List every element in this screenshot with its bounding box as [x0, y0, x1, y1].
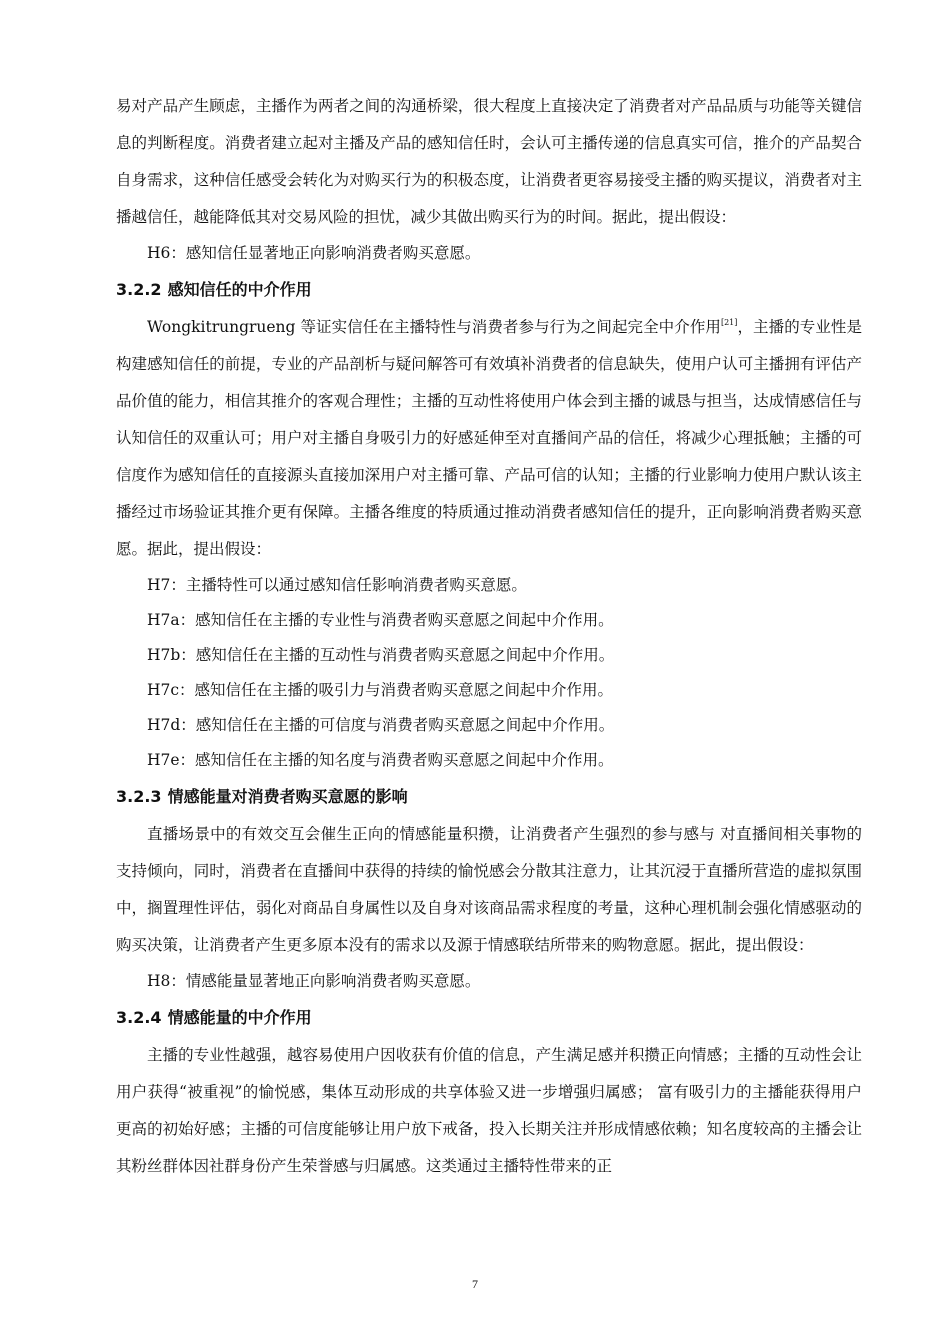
section-title: 情感能量的中介作用 — [167, 1008, 312, 1027]
section-heading-3-2-4 — [116, 999, 862, 1037]
hypothesis-h7: H7：主播特性可以通过感知信任影响消费者购买意愿。 — [147, 576, 527, 594]
paragraph-text: ，主播的专业性是构建感知信任的前提，专业的产品剖析与疑问解答可有效填补消费者的信息缺失，使用户认可主播拥有评估产品价值的能力，相信其推介的客观合理性；主播的互动性将使用户体会到主播的诚恳与担当，达成情感信任与认知信任的双重认可；用户对主播自身吸引力的好感延伸至对直播间产品的信任，将减少心理抵触；主播的可信度作为感知信任的直接源头直接加深用户对主播可靠、产品可信的认知；主播的行业影响力使用户默认该主播经过市场验证其推介更有保障。主播各维度的特质通过推动消费者感知信任的提升，正向影响消费者购买意愿。据此，提出假设： — [116, 318, 862, 558]
section-number: 3.2.2 — [116, 280, 162, 299]
paragraph-emotional-mediation: 主播的专业性越强，越容易使用户因收获有价值的信息，产生满足感并积攒正向情感；主播的互动性会让用户获得“被重视”的愉悦感，集体互动形成的共享体验又进一步增强归属感； 富有吸引力的主播能获得用户更高的初始好感；主播的可信度能够让用户放下戒备，投入长期关注并形成情感依赖；知名度较高的主播会让其粉丝群体因社群身份产生荣誉感与归属感。这类通过主播特性带来的正 — [116, 1046, 862, 1175]
hypothesis-h7d: H7d：感知信任在主播的可信度与消费者购买意愿之间起中介作用。 — [147, 716, 615, 734]
citation-reference: [21] — [720, 318, 738, 327]
section-title: 感知信任的中介作用 — [167, 280, 312, 299]
page-number: 7 — [472, 1277, 478, 1291]
section-heading-3-2-3 — [116, 778, 862, 816]
hypothesis-h8: H8：情感能量显著地正向影响消费者购买意愿。 — [147, 972, 481, 990]
paragraph-trust-mediation — [116, 309, 862, 568]
page-body — [116, 88, 862, 1185]
hypothesis-h7e: H7e：感知信任在主播的知名度与消费者购买意愿之间起中介作用。 — [147, 751, 614, 769]
hypothesis-h7a: H7a：感知信任在主播的专业性与消费者购买意愿之间起中介作用。 — [147, 611, 614, 629]
section-number: 3.2.4 — [116, 1008, 162, 1027]
hypothesis-h7c: H7c：感知信任在主播的吸引力与消费者购买意愿之间起中介作用。 — [147, 681, 614, 699]
hypothesis-h7b: H7b：感知信任在主播的互动性与消费者购买意愿之间起中介作用。 — [147, 646, 615, 664]
section-heading-3-2-2 — [116, 271, 862, 309]
hypothesis-h6: H6：感知信任显著地正向影响消费者购买意愿。 — [147, 244, 481, 262]
paragraph-emotional-energy: 直播场景中的有效交互会催生正向的情感能量积攒，让消费者产生强烈的参与感与 对直播间相关事物的支持倾向，同时，消费者在直播间中获得的持续的愉悦感会分散其注意力，让其沉浸于直播所营造的虚拟氛围中，搁置理性评估，弱化对商品自身属性以及自身对该商品需求程度的考量，这种心理机制会强化情感驱动的购买决策，让消费者产生更多原本没有的需求以及源于情感联结所带来的购物意愿。据此，提出假设： — [116, 825, 862, 954]
section-title: 情感能量对消费者购买意愿的影响 — [167, 787, 408, 806]
paragraph-trust-intro: 易对产品产生顾虑，主播作为两者之间的沟通桥梁，很大程度上直接决定了消费者对产品品质与功能等关键信息的判断程度。消费者建立起对主播及产品的感知信任时，会认可主播传递的信息真实可信，推介的产品契合自身需求，这种信任感受会转化为对购买行为的积极态度，让消费者更容易接受主播的购买提议，消费者对主播越信任，越能降低其对交易风险的担忧，减少其做出购买行为的时间。据此，提出假设： — [116, 97, 862, 226]
section-number: 3.2.3 — [116, 787, 162, 806]
paragraph-text: Wongkitrungrueng 等证实信任在主播特性与消费者参与行为之间起完全中介作用 — [147, 318, 721, 336]
